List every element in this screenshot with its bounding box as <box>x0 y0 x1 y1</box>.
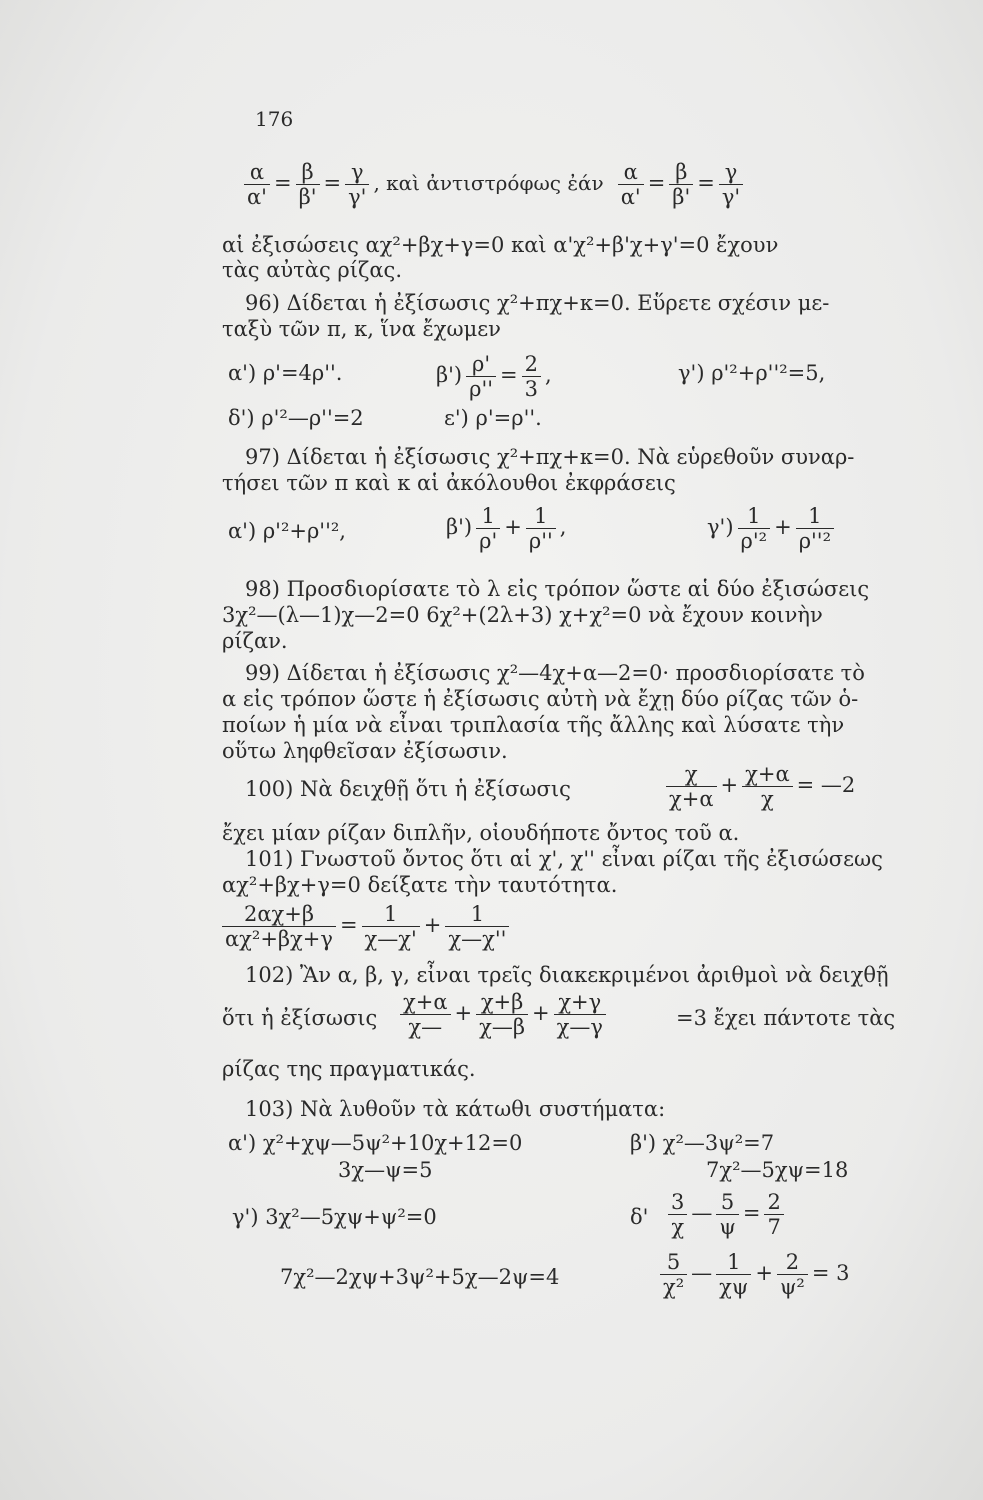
identity-formula: $\frac{2\alpha\chi+\beta}{\text{αχ²+βχ+γ}}$ = $\frac{1}{\chi—\chi'}$ + $\frac{1}{\chi—\chi''}$ <box>222 902 513 951</box>
fraction: $\frac{5}{\psi}$ <box>716 1190 738 1239</box>
exercise-97-heading: 97) Δίδεται ἡ ἐξίσωσις χ²+πχ+κ=0. Νὰ εὑρεθοῦν συναρ- <box>245 445 855 469</box>
fraction: $\frac{1}{\chi\psi}$ <box>716 1250 751 1299</box>
exercise-103-heading: 103) Νὰ λυθοῦν τὰ κάτωθι συστήματα: <box>245 1097 666 1121</box>
fraction: $\frac{3}{\chi}$ <box>668 1190 687 1239</box>
text-line: ποίων ἡ μία νὰ εἶναι τριπλασία τῆς ἄλλης καὶ λύσατε τὴν <box>222 713 845 737</box>
exercise-96-heading: 96) Δίδεται ἡ ἐξίσωσις χ²+πχ+κ=0. Εὕρετε σχέσιν με- <box>245 291 830 315</box>
fraction: $\frac{\gamma}{\gamma'}$ <box>719 160 743 209</box>
fraction: $\frac{\chi}{\chi+\alpha}$ <box>666 762 717 811</box>
fraction: $\frac{2}{3}$ <box>522 352 541 401</box>
exercise-100-heading: 100) Νὰ δειχθῇ ὅτι ἡ ἐξίσωσις $\frac{\chi}{\chi+\alpha}$ + $\frac{\chi+\alpha}{\chi}$ = —2 <box>245 762 856 811</box>
fraction: $\frac{1}{\rho''}$ <box>526 504 556 553</box>
fraction: $\frac{\chi+\beta}{\chi—\beta}$ <box>476 990 528 1039</box>
exercise-98-heading: 98) Προσδιορίσατε τὸ λ εἰς τρόπον ὥστε αἱ δύο ἐξισώσεις <box>245 577 870 601</box>
fraction: $\frac{1}{\text{ρ''²}}$ <box>796 504 834 553</box>
fraction: $\frac{2}{7}$ <box>764 1190 783 1239</box>
text-line: α εἰς τρόπον ὥστε ἡ ἐξίσωσις αὐτὴ νὰ ἔχῃ δύο ρίζας τῶν ὁ- <box>222 687 859 711</box>
text-line: αχ²+βχ+γ=0 δείξατε τὴν ταυτότητα. <box>222 873 618 897</box>
system-g-d-line-2: 7χ²—2χψ+3ψ²+5χ—2ψ=4 $\frac{5}{\text{χ²}}$ — $\frac{1}{\chi\psi}$ + $\frac{2}{\text{ψ²}}$ = 3 <box>280 1250 850 1299</box>
fraction: $\frac{5}{\text{χ²}}$ <box>660 1250 687 1299</box>
fraction: $\frac{\chi+\gamma}{\chi—\gamma}$ <box>554 990 606 1039</box>
fraction: $\frac{1}{\chi—\chi''}$ <box>445 902 509 951</box>
fraction: $\frac{2\alpha\chi+\beta}{\text{αχ²+βχ+γ}}$ <box>222 902 336 951</box>
exercise-96-conditions: α') ρ'=4ρ''. β') $\frac{\rho'}{\rho''}$ = $\frac{2}{3}$ , γ') ρ'²+ρ''²=5, <box>228 352 826 401</box>
fraction: $\frac{\alpha}{\alpha'}$ <box>618 160 644 209</box>
text-line: 3χ²—(λ—1)χ—2=0 6χ²+(2λ+3) χ+χ²=0 νὰ ἔχουν κοινὴν <box>222 603 823 627</box>
text-line: αἱ ἐξισώσεις αχ²+βχ+γ=0 καὶ α'χ²+β'χ+γ'=0 ἔχουν <box>222 233 779 257</box>
exercise-102-heading: 102) Ἂν α, β, γ, εἶναι τρεῖς διακεκριμένοι ἀριθμοὶ νὰ δειχθῇ <box>245 963 889 987</box>
fraction: $\frac{\beta}{\beta'}$ <box>296 160 320 209</box>
text-line: ταξὺ τῶν π, κ, ἵνα ἔχωμεν <box>222 317 501 341</box>
text-line: ρίζαν. <box>222 629 288 653</box>
exercise-97-expressions: α') ρ'²+ρ''², β') $\frac{1}{\rho'}$ + $\frac{1}{\rho''}$ , γ') $\frac{1}{\text{ρ'²}}$ + $\frac{1}{\text{ρ''²}}$ <box>0 504 983 560</box>
fraction: $\frac{\chi+\alpha}{\chi}$ <box>742 762 793 811</box>
fraction: $\frac{1}{\text{ρ'²}}$ <box>738 504 771 553</box>
text-line: τήσει τῶν π καὶ κ αἱ ἀκόλουθοι ἐκφράσεις <box>222 471 676 495</box>
text-line: οὕτω ληφθεῖσαν ἐξίσωσιν. <box>222 739 508 763</box>
ratio-condition-line: $\frac{\alpha}{\alpha'}$ = $\frac{\beta}{\beta'}$ = $\frac{\gamma}{\gamma'}$ , καὶ ἀντιστρόφως ἐάν $\frac{\alpha}{\alpha'}$ = $\frac{\beta}{\beta'}$ = $\frac{\gamma}{\gamma'}$ <box>240 160 747 209</box>
fraction: $\frac{1}{\rho'}$ <box>476 504 500 553</box>
page-number: 176 <box>255 107 294 131</box>
exercise-102-equation: ὅτι ἡ ἐξίσωσις $\frac{\chi+\alpha}{\chi—}$ + $\frac{\chi+\beta}{\chi—\beta}$ + $\frac{\chi+\gamma}{\chi—\gamma}$ =3 ἔχει πάντοτε τὰς <box>222 990 896 1039</box>
system-g-d-line-1: γ') 3χ²—5χψ+ψ²=0 δ' $\frac{3}{\chi}$ — $\frac{5}{\psi}$ = $\frac{2}{7}$ <box>0 1190 983 1246</box>
book-page: 176 $\frac{\alpha}{\alpha'}$ = $\frac{\beta}{\beta'}$ = $\frac{\gamma}{\gamma'}$ , καὶ ἀντιστρόφως ἐάν $\frac{\alpha}{\alpha'}$ = $\frac{\beta}{\beta'}$ = $\frac{\gamma}{\gamma'}$ αἱ ἐξισώσεις αχ²+βχ+γ=0 καὶ α'χ²+β'χ+γ'=0 ἔχουν τὰς αὐτὰς ρίζας. 96) Δίδεται ἡ ἐξίσωσις χ²+πχ+κ=0. Εὕρετε σχέσιν με- ταξὺ τῶν π, κ, ἵνα ἔχωμεν α') ρ'=4ρ''. β') $\frac{\rho'}{\rho''}$ = $\frac{2}{3}$ , γ') ρ'²+ρ''²=5, δ') ρ'²—ρ''=2 ε') ρ'=ρ''. 97) Δίδεται ἡ ἐξίσωσις χ²+πχ+κ=0. Νὰ εὑρεθοῦν συναρ- τήσει τῶν π καὶ κ αἱ ἀκόλουθοι ἐκφράσεις α') ρ'²+ρ''², β') $\frac{1}{\rho'}$ + $\frac{1}{\rho''}$ , γ') $\frac{1}{\text{ρ'²}}$ + $\frac{1}{\text{ρ''²}}$ 98) Προσδιορίσατε τὸ λ εἰς τρόπον ὥστε αἱ δύο ἐξισώσεις 3χ²—(λ—1)χ—2=0 6χ²+(2λ+3) χ+χ²=0 νὰ ἔχουν κοινὴν ρίζαν. 99) Δίδεται ἡ ἐξίσωσις χ²—4χ+α—2=0· προσδιορίσατε τὸ α εἰς τρόπον ὥστε ἡ ἐξίσωσις αὐτὴ νὰ ἔχῃ δύο ρίζας τῶν ὁ- ποίων ἡ μία νὰ εἶναι τριπλασία τῆς ἄλλης καὶ λύσατε τὴν οὕτω ληφθεῖσαν ἐξίσωσιν. 100) Νὰ δειχθῇ ὅτι ἡ ἐξίσωσις $\frac{\chi}{\chi+\alpha}$ + $\frac{\chi+\alpha}{\chi}$ = —2 ἔχει μίαν ρίζαν διπλῆν, οἱουδήποτε ὄντος τοῦ α. 101) Γνωστοῦ ὄντος ὅτι αἱ χ', χ'' εἶναι ρίζαι τῆς ἐξισώσεως αχ²+βχ+γ=0 δείξατε τὴν ταυτότητα. $\frac{2\alpha\chi+\beta}{\text{αχ²+βχ+γ}}$ = $\frac{1}{\chi—\chi'}$ + $\frac{1}{\chi—\chi''}$ 102) Ἂν α, β, γ, εἶναι τρεῖς διακεκριμένοι ἀριθμοὶ νὰ δειχθῇ ὅτι ἡ ἐξίσωσις $\frac{\chi+\alpha}{\chi—}$ + $\frac{\chi+\beta}{\chi—\beta}$ + $\frac{\chi+\gamma}{\chi—\gamma}$ =3 ἔχει πάντοτε τὰς ρίζας της πραγματικάς. 103) Νὰ λυθοῦν τὰ κάτωθι συστήματα: α') χ²+χψ—5ψ²+10χ+12=0 β') χ²—3ψ²=7 3χ—ψ=5 7χ²—5χψ=18 γ') 3χ²—5χψ+ψ²=0 δ' $\frac{3}{\chi}$ — $\frac{5}{\psi}$ = $\frac{2}{7}$ 7χ²—2χψ+3ψ²+5χ—2ψ=4 $\frac{5}{\text{χ²}}$ — $\frac{1}{\chi\psi}$ + $\frac{2}{\text{ψ²}}$ = 3 <box>0 0 983 1500</box>
text-line: τὰς αὐτὰς ρίζας. <box>222 258 402 282</box>
fraction: $\frac{\rho'}{\rho''}$ <box>466 352 496 401</box>
fraction: $\frac{2}{\text{ψ²}}$ <box>777 1250 808 1299</box>
exercise-101-heading: 101) Γνωστοῦ ὄντος ὅτι αἱ χ', χ'' εἶναι ρίζαι τῆς ἐξισώσεως <box>245 847 883 871</box>
fraction: $\frac{1}{\chi—\chi'}$ <box>362 902 420 951</box>
fraction: $\frac{\chi+\alpha}{\chi—}$ <box>400 990 451 1039</box>
fraction: $\frac{\alpha}{\alpha'}$ <box>244 160 270 209</box>
text-line: ρίζας της πραγματικάς. <box>222 1057 476 1081</box>
fraction: $\frac{\beta}{\beta'}$ <box>669 160 693 209</box>
exercise-99-heading: 99) Δίδεται ἡ ἐξίσωσις χ²—4χ+α—2=0· προσδιορίσατε τὸ <box>245 661 865 685</box>
text-line: ἔχει μίαν ρίζαν διπλῆν, οἱουδήποτε ὄντος τοῦ α. <box>222 821 740 845</box>
fraction: $\frac{\gamma}{\gamma'}$ <box>345 160 369 209</box>
